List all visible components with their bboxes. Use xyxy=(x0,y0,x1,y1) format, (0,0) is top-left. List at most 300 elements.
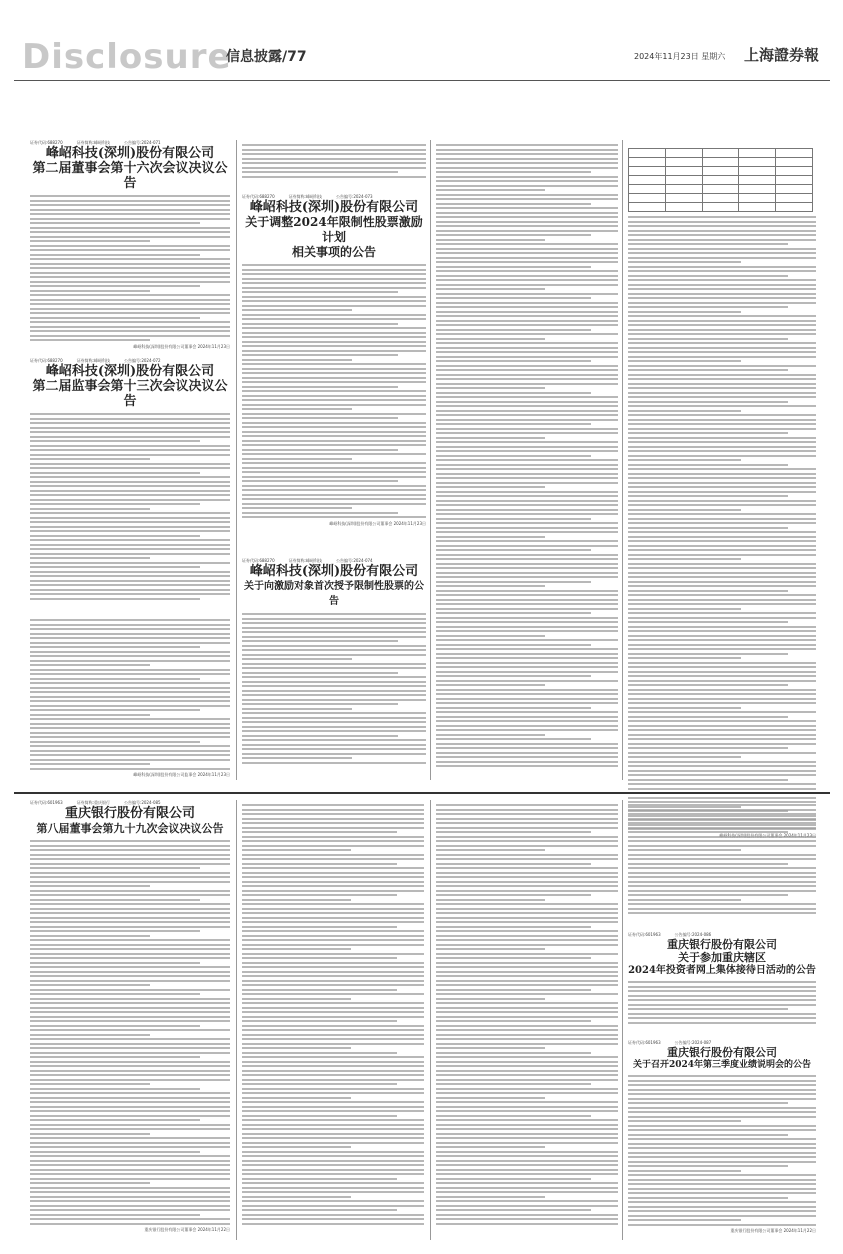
text-line xyxy=(436,1146,545,1148)
text-line xyxy=(30,709,200,711)
text-line xyxy=(436,603,618,605)
text-line xyxy=(436,527,618,529)
text-line xyxy=(242,935,424,937)
text-line xyxy=(242,903,424,905)
text-line xyxy=(436,957,591,959)
text-line xyxy=(436,414,618,416)
text-line xyxy=(242,1106,424,1108)
text-line xyxy=(242,269,426,271)
text-line xyxy=(30,1088,200,1090)
text-line xyxy=(30,705,230,707)
table-cell xyxy=(702,149,739,158)
text-line xyxy=(628,1107,816,1109)
text-line xyxy=(242,899,351,901)
text-line xyxy=(436,455,591,457)
section-rule xyxy=(14,792,830,794)
text-line xyxy=(242,1061,424,1063)
text-line xyxy=(628,894,788,896)
text-line xyxy=(436,657,618,659)
text-line xyxy=(30,935,150,937)
text-line xyxy=(436,1191,618,1193)
text-line xyxy=(436,1011,618,1013)
text-line xyxy=(242,1016,424,1018)
text-line xyxy=(242,359,352,361)
text-line xyxy=(30,1187,230,1189)
text-line xyxy=(30,673,230,675)
text-line xyxy=(30,1070,230,1072)
text-line xyxy=(628,311,741,313)
text-line xyxy=(628,818,816,820)
text-line xyxy=(30,687,230,689)
text-line xyxy=(242,377,426,379)
text-line xyxy=(242,296,426,298)
text-line xyxy=(242,739,426,741)
column-divider xyxy=(622,800,623,1240)
text-line xyxy=(242,1142,424,1144)
table-cell xyxy=(739,158,776,167)
table-cell xyxy=(776,194,813,203)
text-line xyxy=(30,619,230,621)
text-line xyxy=(436,639,618,641)
text-line xyxy=(30,1182,150,1184)
text-line xyxy=(436,581,591,583)
text-line xyxy=(242,399,426,401)
text-line xyxy=(242,471,426,473)
text-line xyxy=(628,666,816,668)
announcement-body xyxy=(242,264,426,518)
text-line xyxy=(628,1017,816,1019)
text-line xyxy=(628,585,816,587)
text-line xyxy=(628,813,816,815)
column-divider xyxy=(236,140,237,780)
text-line xyxy=(628,320,816,322)
text-line xyxy=(30,580,230,582)
text-line xyxy=(628,221,816,223)
text-line xyxy=(242,363,426,365)
text-line xyxy=(436,720,618,722)
text-line xyxy=(628,836,816,838)
text-line xyxy=(242,613,426,615)
text-line xyxy=(628,639,816,641)
notice-number: 公告编号:2024-072 xyxy=(123,358,161,363)
text-line xyxy=(436,1074,618,1076)
announcement-body xyxy=(30,195,230,341)
table-cell xyxy=(776,167,813,176)
text-line xyxy=(30,624,230,626)
text-line xyxy=(30,876,230,878)
text-line xyxy=(30,413,230,415)
text-line xyxy=(242,858,424,860)
text-line xyxy=(242,827,424,829)
company-name: 重庆银行股份有限公司 xyxy=(667,938,777,951)
text-line xyxy=(628,1188,816,1190)
text-line xyxy=(30,1137,230,1139)
text-line xyxy=(436,432,618,434)
text-line xyxy=(242,1209,397,1211)
article-bank-board-resolution xyxy=(30,800,230,1240)
company-name: 峰岹科技(深圳)股份有限公司 xyxy=(249,200,419,215)
text-line xyxy=(628,563,816,565)
text-line xyxy=(628,908,816,910)
text-line xyxy=(436,495,618,497)
text-line xyxy=(242,507,352,509)
text-line xyxy=(30,669,230,671)
table-row xyxy=(629,203,813,212)
text-line xyxy=(30,200,230,202)
text-line xyxy=(436,1128,618,1130)
text-line xyxy=(628,662,816,664)
text-line xyxy=(242,176,426,178)
text-line xyxy=(628,648,816,650)
text-line xyxy=(30,1128,230,1130)
text-line xyxy=(242,962,424,964)
text-line xyxy=(628,230,816,232)
text-line xyxy=(242,1007,424,1009)
text-line xyxy=(242,804,424,806)
text-line xyxy=(30,485,230,487)
text-line xyxy=(436,1182,618,1184)
text-line xyxy=(30,445,230,447)
text-line xyxy=(242,309,352,311)
text-line xyxy=(30,633,230,635)
text-line xyxy=(436,630,618,632)
text-line xyxy=(30,741,200,743)
text-line xyxy=(436,383,618,385)
text-line xyxy=(628,612,816,614)
text-line xyxy=(436,266,591,268)
text-line xyxy=(30,481,230,483)
text-line xyxy=(242,944,424,946)
text-line xyxy=(242,984,424,986)
text-line xyxy=(628,827,816,829)
table-row xyxy=(629,167,813,176)
text-line xyxy=(628,248,816,250)
text-line xyxy=(436,1025,618,1027)
text-line xyxy=(242,512,398,514)
text-line xyxy=(242,957,397,959)
text-line xyxy=(628,252,816,254)
text-line xyxy=(436,491,618,493)
text-line xyxy=(242,372,426,374)
text-line xyxy=(628,1022,816,1024)
text-line xyxy=(30,1142,230,1144)
section-wordmark: Disclosure xyxy=(22,37,232,77)
text-line xyxy=(628,644,816,646)
text-line xyxy=(30,723,230,725)
text-line xyxy=(30,718,230,720)
text-line xyxy=(628,1152,816,1154)
text-line xyxy=(436,809,618,811)
text-line xyxy=(242,1119,424,1121)
text-line xyxy=(436,194,618,196)
article-bank-continued-2 xyxy=(436,800,618,1240)
text-line xyxy=(30,984,150,986)
text-line xyxy=(242,721,426,723)
text-line xyxy=(436,1173,618,1175)
text-line xyxy=(628,234,816,236)
text-line xyxy=(628,437,816,439)
notice-number: 公告编号:2024-086 xyxy=(674,932,712,937)
text-line xyxy=(628,671,816,673)
text-line xyxy=(628,990,816,992)
text-line xyxy=(628,698,816,700)
stock-code: 证券代码:688270 xyxy=(30,140,63,145)
masthead xyxy=(14,38,830,76)
text-line xyxy=(30,222,200,224)
text-line xyxy=(436,804,618,806)
text-line xyxy=(30,917,230,919)
text-line xyxy=(436,320,618,322)
text-line xyxy=(436,840,618,842)
text-line xyxy=(30,548,230,550)
text-line xyxy=(628,531,816,533)
text-line xyxy=(436,419,618,421)
table-cell xyxy=(665,185,702,194)
text-line xyxy=(30,1209,230,1211)
text-line xyxy=(242,1133,424,1135)
text-line xyxy=(30,236,230,238)
text-line xyxy=(436,261,618,263)
text-line xyxy=(436,693,618,695)
text-line xyxy=(242,703,398,705)
text-line xyxy=(436,1133,618,1135)
text-line xyxy=(628,899,741,901)
text-line xyxy=(30,294,230,296)
text-line xyxy=(30,1218,230,1220)
text-line xyxy=(436,572,618,574)
text-line xyxy=(242,840,424,842)
text-line xyxy=(628,536,816,538)
text-line xyxy=(436,239,545,241)
text-line xyxy=(30,899,200,901)
text-line xyxy=(242,735,398,737)
text-line xyxy=(436,293,618,295)
announcement-title-line2: 2024年投资者网上集体接待日活动的公告 xyxy=(628,965,816,976)
text-line xyxy=(628,617,816,619)
text-line xyxy=(30,863,230,865)
text-line xyxy=(30,966,230,968)
table-cell xyxy=(629,167,666,176)
announcement-body xyxy=(628,1075,816,1226)
text-line xyxy=(628,216,816,218)
text-line xyxy=(30,1016,230,1018)
text-line xyxy=(242,1101,424,1103)
text-line xyxy=(436,347,618,349)
text-line xyxy=(30,1146,230,1148)
text-line xyxy=(436,567,618,569)
text-line xyxy=(436,998,545,1000)
text-line xyxy=(30,854,230,856)
text-line xyxy=(242,1025,424,1027)
text-line xyxy=(628,1215,816,1217)
text-line xyxy=(436,962,618,964)
text-line xyxy=(242,730,426,732)
text-line xyxy=(436,356,618,358)
text-line xyxy=(30,1002,230,1004)
text-line xyxy=(242,422,426,424)
text-line xyxy=(628,761,816,763)
text-line xyxy=(242,708,352,710)
signature: 峰岹科技(深圳)股份有限公司监事会 2024年11月23日 xyxy=(133,772,230,777)
table-cell xyxy=(629,194,666,203)
text-line xyxy=(30,476,230,478)
text-line xyxy=(242,1196,351,1198)
text-line xyxy=(30,267,230,269)
text-line xyxy=(628,257,816,259)
text-line xyxy=(242,167,426,169)
text-line xyxy=(628,675,816,677)
text-line xyxy=(242,654,426,656)
text-line xyxy=(436,984,618,986)
text-line xyxy=(436,428,618,430)
text-line xyxy=(30,894,230,896)
text-line xyxy=(30,1020,230,1022)
text-line xyxy=(628,446,816,448)
text-line xyxy=(628,419,816,421)
text-line xyxy=(30,700,230,702)
text-line xyxy=(628,822,816,824)
text-line xyxy=(436,1110,618,1112)
text-line xyxy=(436,468,618,470)
text-line xyxy=(628,315,816,317)
text-line xyxy=(436,392,591,394)
text-line xyxy=(30,335,230,337)
text-line xyxy=(242,1182,424,1184)
article-grant-continued xyxy=(436,140,618,780)
text-line xyxy=(436,1029,618,1031)
text-line xyxy=(242,332,426,334)
text-line xyxy=(30,494,230,496)
text-line xyxy=(30,1200,230,1202)
text-line xyxy=(628,576,816,578)
text-line xyxy=(242,458,352,460)
text-line xyxy=(30,204,230,206)
text-line xyxy=(436,473,618,475)
text-line xyxy=(628,608,741,610)
text-line xyxy=(436,288,545,290)
text-line xyxy=(628,338,788,340)
text-line xyxy=(30,557,150,559)
text-line xyxy=(30,912,230,914)
text-line xyxy=(242,503,426,505)
text-line xyxy=(242,171,398,173)
text-line xyxy=(628,504,816,506)
text-line xyxy=(628,986,816,988)
announcement-body xyxy=(436,804,618,1225)
text-line xyxy=(628,1089,816,1091)
text-line xyxy=(436,441,618,443)
text-line xyxy=(30,930,200,932)
text-line xyxy=(628,432,788,434)
stock-code: 证券代码:601963 xyxy=(628,932,661,937)
text-line xyxy=(436,908,618,910)
text-line xyxy=(30,1205,230,1207)
text-line xyxy=(242,908,424,910)
signature: 重庆银行股份有限公司董事会 2024年11月22日 xyxy=(730,1228,816,1233)
text-line xyxy=(628,473,816,475)
text-line xyxy=(242,953,424,955)
text-line xyxy=(436,971,618,973)
text-line xyxy=(30,544,230,546)
text-line xyxy=(628,809,816,811)
text-line xyxy=(30,285,200,287)
text-line xyxy=(628,1183,816,1185)
text-line xyxy=(30,422,230,424)
company-name: 峰岹科技(深圳)股份有限公司 xyxy=(45,146,215,161)
text-line xyxy=(628,890,816,892)
text-line xyxy=(242,649,426,651)
text-line xyxy=(242,1223,424,1225)
text-line xyxy=(436,621,618,623)
signature: 重庆银行股份有限公司董事会 2024年11月22日 xyxy=(144,1227,230,1232)
table-cell xyxy=(665,176,702,185)
announcement-body xyxy=(628,981,816,1024)
text-line xyxy=(628,306,788,308)
text-line xyxy=(242,849,351,851)
text-line xyxy=(628,1116,816,1118)
text-line xyxy=(628,459,741,461)
text-line xyxy=(242,144,426,146)
text-line xyxy=(628,333,816,335)
text-line xyxy=(628,491,816,493)
allocation-table xyxy=(628,148,813,212)
table-row xyxy=(629,158,813,167)
text-line xyxy=(436,1137,618,1139)
text-line xyxy=(436,360,591,362)
text-line xyxy=(436,684,545,686)
column-divider xyxy=(430,800,431,1240)
text-line xyxy=(242,426,426,428)
text-line xyxy=(242,813,424,815)
text-line xyxy=(436,180,618,182)
announcement-body xyxy=(242,804,424,1225)
text-line xyxy=(436,926,591,928)
text-line xyxy=(242,341,426,343)
article-earnings-call xyxy=(628,1040,816,1240)
text-line xyxy=(436,594,618,596)
text-line xyxy=(628,414,816,416)
text-line xyxy=(436,653,618,655)
text-line xyxy=(436,917,618,919)
text-line xyxy=(242,854,424,856)
text-line xyxy=(628,477,816,479)
text-line xyxy=(436,1079,618,1081)
text-line xyxy=(436,1101,618,1103)
text-line xyxy=(30,840,230,842)
text-line xyxy=(30,209,230,211)
text-line xyxy=(436,612,591,614)
text-line xyxy=(628,680,816,682)
text-line xyxy=(628,657,741,659)
text-line xyxy=(628,689,816,691)
table-cell xyxy=(702,167,739,176)
text-line xyxy=(436,827,618,829)
text-line xyxy=(436,351,618,353)
text-line xyxy=(30,1038,230,1040)
text-line xyxy=(436,284,618,286)
announcement-body xyxy=(30,619,230,770)
text-line xyxy=(242,894,397,896)
text-line xyxy=(436,545,618,547)
text-line xyxy=(30,431,230,433)
text-line xyxy=(436,1209,591,1211)
text-line xyxy=(436,221,618,223)
text-line xyxy=(436,716,618,718)
text-line xyxy=(436,1034,618,1036)
text-line xyxy=(436,1047,545,1049)
stock-abbr: 证券简称:峰岹科技 xyxy=(76,358,110,363)
text-line xyxy=(628,1129,816,1131)
